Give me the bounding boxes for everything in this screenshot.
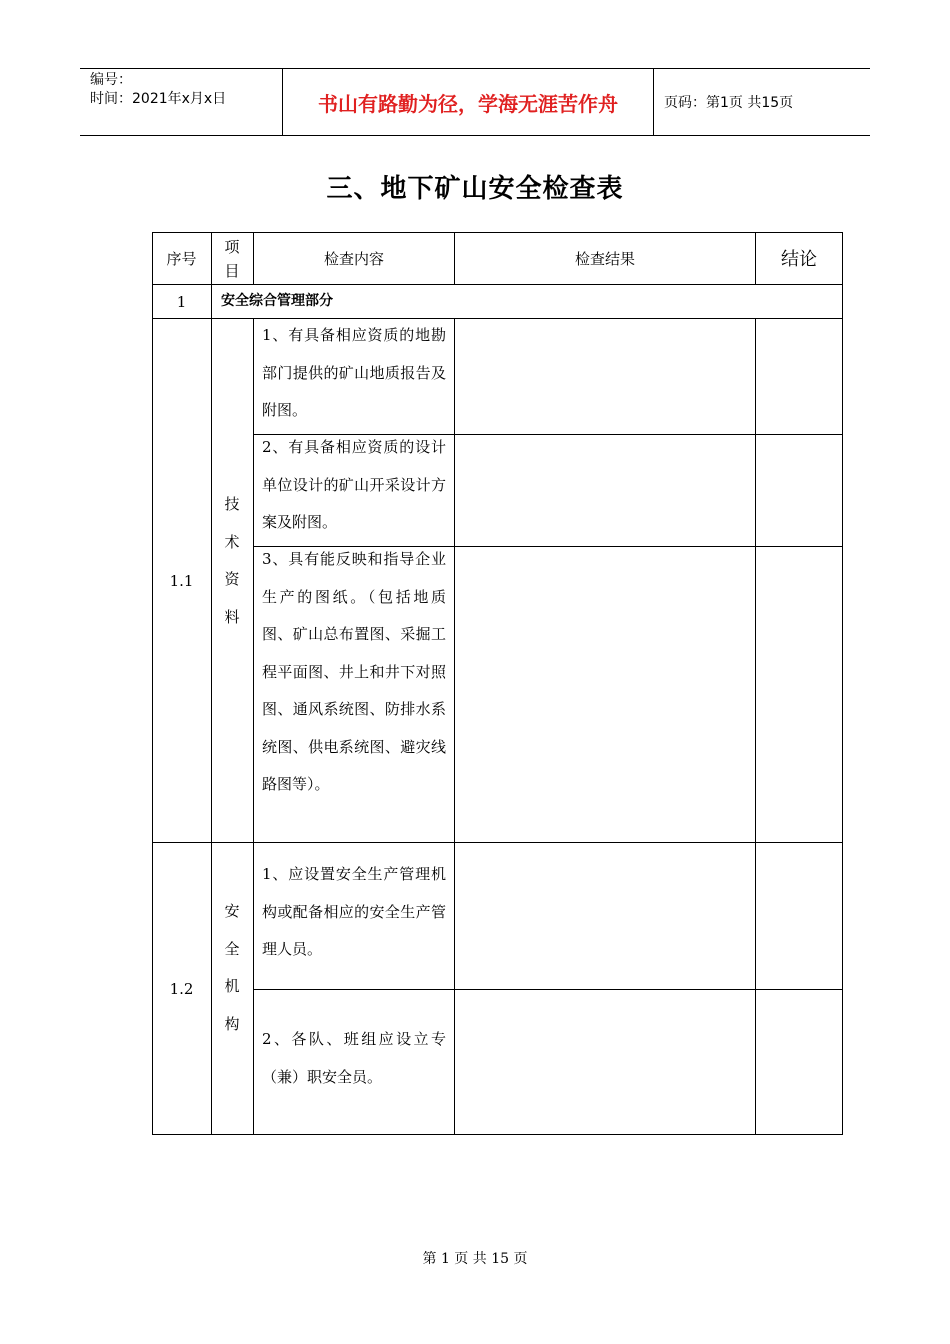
page-title: 三、地下矿山安全检查表 [326, 174, 624, 204]
group-seq: 1.1 [169, 571, 194, 590]
table-border-right [842, 232, 843, 1135]
check-content: 1、有具备相应资质的地勘部门提供的矿山地质报告及附图。 [262, 326, 446, 419]
number-label: 编号： [90, 72, 132, 88]
table-border-bottom [152, 1134, 843, 1135]
table-line [152, 284, 843, 285]
table-line [454, 318, 455, 1135]
header-motto: 书山有路勤为径，学海无涯苦作舟 [282, 69, 654, 135]
table-line [755, 318, 756, 1135]
group-item: 安全机构 [224, 902, 240, 1033]
check-content: 2、各队、班组应设立专（兼）职安全员。 [262, 1030, 446, 1086]
header-content: 检查内容 [323, 249, 384, 268]
table-line [211, 232, 212, 1135]
header-item: 项目 [224, 238, 240, 280]
header-conclusion: 结论 [781, 249, 817, 270]
time-label: 时间：2021年x月x日 [90, 91, 227, 107]
header-seq: 序号 [166, 249, 197, 268]
check-content: 3、具有能反映和指导企业生产的图纸。（包括地质图、矿山总布置图、采掘工程平面图、井上和井下对照图、通风系统图、防排水系统图、供电系统图、避灾线路图等）。 [262, 550, 446, 793]
section-seq: 1 [176, 292, 187, 311]
check-content: 1、应设置安全生产管理机构或配备相应的安全生产管理人员。 [262, 865, 446, 958]
header-meta [80, 69, 282, 135]
section-label: 安全综合管理部分 [221, 293, 333, 309]
page-footer: 第 1 页 共 15 页 [422, 1251, 528, 1267]
page-header [80, 68, 870, 136]
inspection-table [152, 232, 843, 1135]
table-line [253, 318, 254, 1135]
header-page-info: 页码：第1页 共15页 [664, 95, 794, 111]
group-seq: 1.2 [169, 979, 194, 998]
table-line [152, 318, 843, 319]
table-line [152, 842, 843, 843]
group-item: 技术资料 [224, 495, 240, 626]
check-content: 2、有具备相应资质的设计单位设计的矿山开采设计方案及附图。 [262, 438, 446, 531]
header-result: 检查结果 [574, 249, 635, 268]
